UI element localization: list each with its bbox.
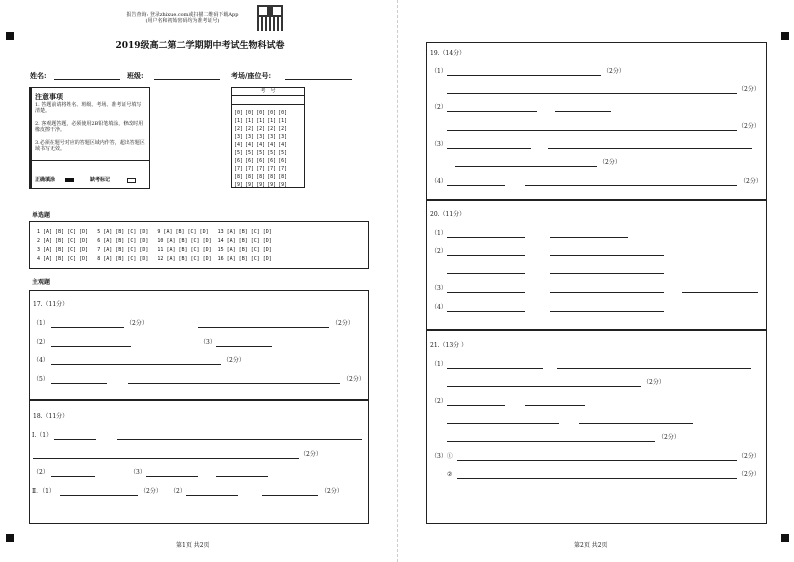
seat-label: 考场/座位号:	[231, 71, 272, 80]
q19-score: （2分）	[599, 159, 621, 166]
exam-number-bubble[interactable]: [1]	[278, 118, 288, 124]
q19-answer-line[interactable]	[447, 111, 537, 112]
exam-number-bubble[interactable]: [4]	[278, 142, 288, 148]
q20-answer-line[interactable]	[550, 255, 664, 256]
exam-number-bubble[interactable]: [7]	[245, 166, 255, 172]
exam-number-bubble[interactable]: [9]	[256, 182, 266, 188]
exam-number-bubble[interactable]: [7]	[256, 166, 266, 172]
exam-number-bubble[interactable]: [3]	[245, 134, 255, 140]
q19-answer-line[interactable]	[447, 130, 737, 131]
q17-title: 17.（11分）	[33, 301, 69, 308]
missing-mark-box[interactable]	[127, 178, 136, 183]
notes-item: 2. 客观题答题，必须使用2B铅笔填涂，修改时用橡皮擦干净。	[35, 121, 144, 133]
exam-number-bubble[interactable]: [4]	[256, 142, 266, 148]
seat-field[interactable]	[285, 79, 352, 80]
filled-mark-sample	[65, 178, 74, 182]
mcq-row[interactable]: 2 [A] [B] [C] [D] 6 [A] [B] [C] [D] 10 [A] [B] [C] [D] 14 [A] [B] [C] [D]	[37, 238, 272, 244]
exam-number-bubble[interactable]: [0]	[267, 110, 277, 116]
q19-part-label: （3）	[431, 141, 447, 148]
exam-number-rule	[231, 104, 305, 105]
exam-number-bubble[interactable]: [1]	[267, 118, 277, 124]
q19-title: 19.（14分）	[430, 50, 466, 57]
q18-answer-line[interactable]	[216, 476, 268, 477]
page-footer: 第2页 共2页	[574, 542, 608, 549]
exam-number-bubble[interactable]: [8]	[234, 174, 244, 180]
q20-answer-line[interactable]	[447, 292, 525, 293]
exam-number-bubble[interactable]: [5]	[256, 150, 266, 156]
q21-score: （2分）	[738, 453, 760, 460]
missing-mark-label: 缺考标记	[90, 177, 111, 183]
q19-answer-line[interactable]	[447, 185, 505, 186]
q19-part-label: （1）	[431, 68, 447, 75]
notes-separator	[29, 160, 150, 161]
q17-score: （2分）	[343, 376, 365, 383]
exam-number-bubble[interactable]: [0]	[245, 110, 255, 116]
exam-number-bubble[interactable]: [0]	[256, 110, 266, 116]
exam-number-bubble[interactable]: [5]	[245, 150, 255, 156]
page-divider	[397, 0, 398, 562]
report-notice	[110, 12, 255, 24]
q19-answer-line[interactable]	[555, 111, 611, 112]
q18-part-label: （2）	[33, 469, 49, 476]
q18-answer-line[interactable]	[33, 458, 299, 459]
exam-number-bubble[interactable]: [1]	[245, 118, 255, 124]
exam-number-bubble[interactable]: [9]	[234, 182, 244, 188]
q20-answer-line[interactable]	[550, 237, 628, 238]
report-notice-line2: (用户名和初始密码均为准考证号)	[145, 18, 220, 24]
mcq-row[interactable]: 1 [A] [B] [C] [D] 5 [A] [B] [C] [D] 9 [A] [B] [C] [D] 13 [A] [B] [C] [D]	[37, 229, 272, 235]
exam-number-bubble[interactable]: [3]	[278, 134, 288, 140]
q17-part-label: （4）	[33, 357, 49, 364]
q21-answer-line[interactable]	[525, 405, 585, 406]
exam-number-bubble[interactable]: [2]	[234, 126, 244, 132]
notes-item: 1. 答题前请将姓名、班级、考场、准考证号填写清楚。	[35, 102, 142, 114]
q19-score: （2分）	[740, 178, 762, 185]
exam-number-bubble[interactable]: [6]	[245, 158, 255, 164]
q18-score: （2分）	[321, 488, 343, 495]
q18-part-label: Ⅰ.（1）	[32, 432, 53, 439]
q20-answer-line[interactable]	[550, 292, 664, 293]
exam-number-bubble[interactable]: [9]	[245, 182, 255, 188]
q20-answer-line[interactable]	[447, 273, 525, 274]
fill-correct-label: 正确填涂	[35, 177, 56, 183]
q18-answer-line[interactable]	[54, 439, 96, 440]
q21-answer-line[interactable]	[447, 423, 559, 424]
q18-part-label: （2）	[170, 488, 186, 495]
mcq-heading: 单选题	[32, 212, 51, 219]
q17-answer-line[interactable]	[51, 364, 221, 365]
q18-part-label: （3）	[130, 469, 146, 476]
q19-answer-line[interactable]	[525, 185, 737, 186]
notes-item: 3.必须在题号对应的答题区域内作答，超出答题区域书写无效。	[35, 140, 145, 152]
q21-answer-line[interactable]	[457, 460, 737, 461]
notes-accent-bar	[29, 87, 32, 189]
q17-part-label: （3）	[200, 339, 216, 346]
q21-score: （2分）	[738, 471, 760, 478]
q17-answer-line[interactable]	[216, 346, 272, 347]
subjective-heading: 主观题	[32, 279, 51, 286]
q19-part-label: （2）	[431, 104, 447, 111]
registration-mark	[781, 32, 789, 40]
exam-number-bubble[interactable]: [8]	[278, 174, 288, 180]
exam-number-bubble[interactable]: [0]	[278, 110, 288, 116]
q19-score: （2分）	[603, 68, 625, 75]
exam-number-bubble[interactable]: [5]	[267, 150, 277, 156]
q19-answer-line[interactable]	[548, 148, 752, 149]
exam-number-bubble[interactable]: [8]	[245, 174, 255, 180]
exam-number-bubble[interactable]: [4]	[234, 142, 244, 148]
q17-answer-line[interactable]	[198, 327, 329, 328]
q20-answer-line[interactable]	[447, 237, 525, 238]
q21-part-label: ②	[447, 471, 453, 478]
q21-answer-line[interactable]	[557, 368, 751, 369]
q21-answer-line[interactable]	[447, 405, 505, 406]
mcq-row[interactable]: 3 [A] [B] [C] [D] 7 [A] [B] [C] [D] 11 [A] [B] [C] [D] 15 [A] [B] [C] [D]	[37, 247, 272, 253]
exam-number-bubble[interactable]: [2]	[267, 126, 277, 132]
q19-score: （2分）	[738, 123, 760, 130]
exam-number-bubble[interactable]: [9]	[278, 182, 288, 188]
class-label: 班级:	[127, 71, 144, 80]
q21-part-label: （2）	[431, 398, 447, 405]
q18-answer-line[interactable]	[117, 439, 362, 440]
q19-answer-line[interactable]	[455, 166, 597, 167]
q19-part-label: （4）	[431, 178, 447, 185]
q20-title: 20.（11分）	[430, 211, 466, 218]
q21-part-label: （1）	[431, 361, 447, 368]
q17-answer-line[interactable]	[51, 383, 107, 384]
q20-answer-line[interactable]	[447, 255, 525, 256]
q19-answer-line[interactable]	[447, 93, 737, 94]
q21-answer-line[interactable]	[447, 441, 655, 442]
q20-part-label: （1）	[431, 230, 447, 237]
q17-part-label: （2）	[33, 339, 49, 346]
q20-answer-line[interactable]	[682, 292, 758, 293]
q17-answer-line[interactable]	[51, 327, 124, 328]
exam-number-bubble[interactable]: [6]	[256, 158, 266, 164]
page-title: 2019级高二第二学期期中考试生物科试卷	[115, 41, 285, 51]
exam-number-bubble[interactable]: [5]	[234, 150, 244, 156]
exam-number-bubble[interactable]: [8]	[256, 174, 266, 180]
q21-box	[426, 330, 767, 524]
exam-number-bubble[interactable]: [7]	[267, 166, 277, 172]
registration-mark	[6, 32, 14, 40]
q21-answer-line[interactable]	[447, 368, 543, 369]
q21-part-label: （3）①	[431, 453, 453, 460]
exam-number-bubble[interactable]: [3]	[267, 134, 277, 140]
exam-number-bubble[interactable]: [2]	[245, 126, 255, 132]
exam-number-bubble[interactable]: [4]	[267, 142, 277, 148]
exam-number-bubble[interactable]: [6]	[234, 158, 244, 164]
exam-number-label: 考 号	[260, 88, 276, 94]
q18-box	[29, 400, 369, 524]
exam-number-bubble[interactable]: [2]	[278, 126, 288, 132]
exam-number-bubble[interactable]: [6]	[278, 158, 288, 164]
exam-number-bubble[interactable]: [7]	[234, 166, 244, 172]
class-field[interactable]	[154, 79, 220, 80]
q17-score: （2分）	[126, 320, 148, 327]
q18-score: （2分）	[300, 451, 322, 458]
q17-part-label: （1）	[33, 320, 49, 327]
exam-number-bubbles[interactable]	[233, 109, 288, 189]
exam-number-bubble[interactable]: [0]	[234, 110, 244, 116]
q20-answer-line[interactable]	[550, 273, 664, 274]
q18-answer-line[interactable]	[146, 476, 198, 477]
q21-answer-line[interactable]	[579, 423, 693, 424]
registration-mark	[6, 534, 14, 542]
q20-part-label: （4）	[431, 304, 447, 311]
name-field[interactable]	[54, 79, 120, 80]
q18-answer-line[interactable]	[262, 495, 318, 496]
q20-answer-line[interactable]	[550, 311, 664, 312]
exam-number-bubble[interactable]: [9]	[267, 182, 277, 188]
exam-number-bubble[interactable]: [1]	[234, 118, 244, 124]
exam-number-bubble[interactable]: [4]	[245, 142, 255, 148]
q17-score: （2分）	[332, 320, 354, 327]
q20-answer-line[interactable]	[447, 311, 525, 312]
q18-title: 18.（11分）	[33, 413, 69, 420]
q17-score: （2分）	[223, 357, 245, 364]
exam-number-bubble[interactable]: [3]	[256, 134, 266, 140]
q18-answer-line[interactable]	[60, 495, 138, 496]
notes-heading: 注意事项	[35, 92, 63, 101]
q17-answer-line[interactable]	[51, 346, 131, 347]
exam-number-bubble[interactable]: [3]	[234, 134, 244, 140]
q21-answer-line[interactable]	[447, 386, 641, 387]
q19-score: （2分）	[738, 86, 760, 93]
exam-number-bubble[interactable]: [8]	[267, 174, 277, 180]
q20-part-label: （3）	[431, 285, 447, 292]
exam-number-bubble[interactable]: [5]	[278, 150, 288, 156]
q19-answer-line[interactable]	[447, 75, 601, 76]
registration-mark	[781, 534, 789, 542]
page-footer: 第1页 共2页	[176, 542, 210, 549]
q20-part-label: （2）	[431, 248, 447, 255]
report-notice-line1: 报告查询: 登录zhixue.com或扫描二维码下载App	[126, 12, 239, 18]
q21-score: （2分）	[643, 379, 665, 386]
q21-score: （2分）	[658, 434, 680, 441]
q18-answer-line[interactable]	[51, 476, 95, 477]
name-label: 姓名:	[30, 71, 47, 80]
q17-part-label: （5）	[33, 376, 49, 383]
q18-answer-line[interactable]	[186, 495, 238, 496]
exam-number-bubble[interactable]: [2]	[256, 126, 266, 132]
q17-answer-line[interactable]	[128, 383, 340, 384]
q19-answer-line[interactable]	[447, 148, 531, 149]
mcq-row[interactable]: 4 [A] [B] [C] [D] 8 [A] [B] [C] [D] 12 [A] [B] [C] [D] 16 [A] [B] [C] [D]	[37, 256, 272, 262]
qr-code-icon	[257, 5, 283, 31]
exam-number-bubble[interactable]: [6]	[267, 158, 277, 164]
exam-number-bubble[interactable]: [1]	[256, 118, 266, 124]
q18-score: （2分）	[140, 488, 162, 495]
exam-number-rule	[231, 95, 305, 96]
q21-title: 21.（13分 ）	[430, 342, 468, 349]
q18-part-label: Ⅱ．（1）	[32, 488, 55, 495]
exam-number-bubble[interactable]: [7]	[278, 166, 288, 172]
q19-box	[426, 42, 767, 200]
q21-answer-line[interactable]	[457, 478, 737, 479]
